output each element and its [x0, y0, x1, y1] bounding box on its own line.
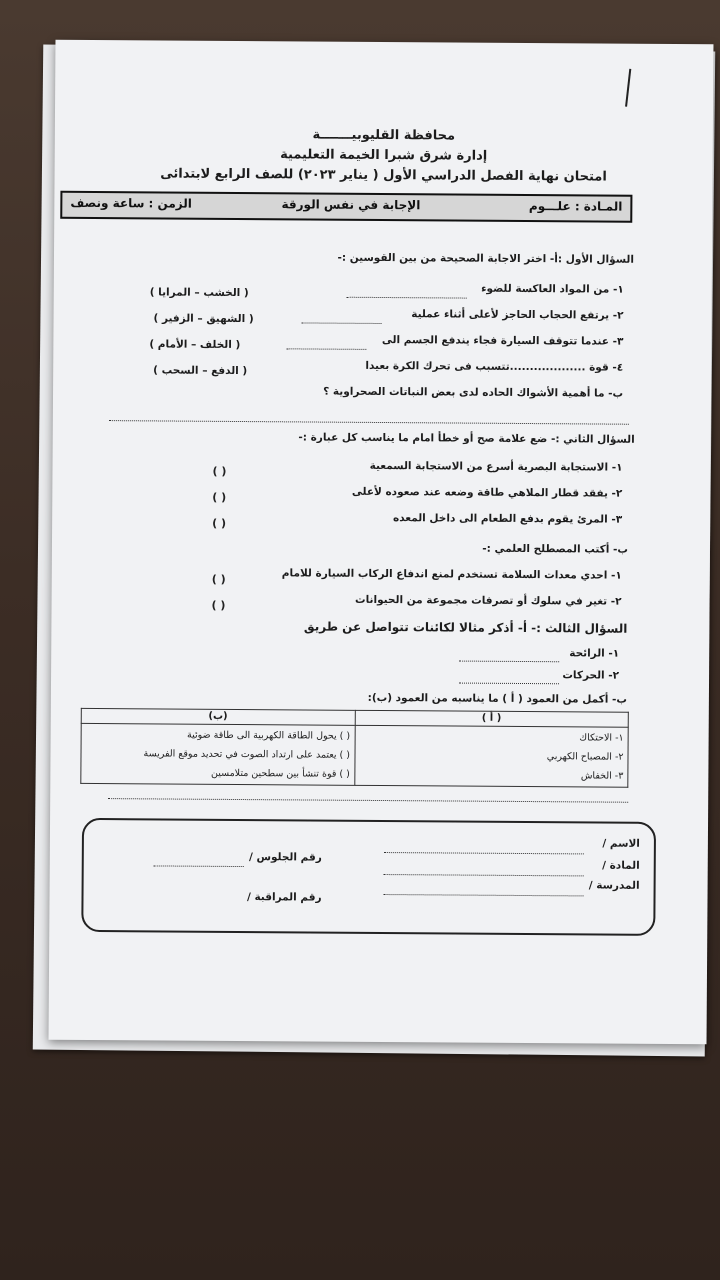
q1-item-3: ٣- عندما تتوقف السيارة فجاء يندفع الجسم الى — [381, 334, 624, 348]
subject-line — [384, 874, 584, 876]
subject-label: المـادة : علـــوم — [528, 199, 623, 214]
q2-item-2: ٢- يفقد قطار الملاهي طاقة وضعه عند صعوده لأعلى — [351, 485, 623, 500]
answer-line — [347, 297, 467, 299]
governorate-title: محافظة القليوبيـــــــة — [312, 127, 456, 144]
q2-b-item-2: ٢- تغير في سلوك أو تصرفات مجموعة من الحيوانات — [355, 593, 622, 608]
q1-item-4: ٤- قوة ...................تتسبب فى تحرك الكرة بعيدا — [365, 359, 624, 374]
q2-item-1: ١- الاستجابة البصرية أسرع من الاستجابة السمعية — [369, 459, 623, 474]
q1-part-b: ب- ما أهمية الأشواك الحاده لدى بعض النباتات الصحراوية ؟ — [323, 385, 624, 400]
exam-title: امتحان نهاية الفصل الدراسي الأول ( يناير ٢٠٢٣) للصف الرابع لابتدائى — [160, 166, 607, 185]
q2-item-3: ٣- المرئ يقوم بدفع الطعام الى داخل المعده — [392, 512, 623, 526]
answer-line — [459, 661, 559, 663]
seat-number-label: رقم الجلوس / — [248, 851, 322, 864]
column-b-item: ( ) يحول الطاقة الكهربية الى طاقة ضوئية — [186, 729, 351, 742]
q1-options-1: ( الخشب – المرايا ) — [149, 286, 249, 300]
answer-parens: ( ) — [212, 464, 227, 478]
subject-band — [60, 191, 632, 223]
student-info-box — [81, 818, 656, 936]
q1-options-2: ( الشهيق – الزفير ) — [153, 312, 254, 326]
answer-line — [302, 322, 382, 324]
answer-parens: ( ) — [212, 516, 227, 530]
administration-title: إدارة شرق شبرا الخيمة التعليمية — [280, 147, 488, 164]
q2-title: السؤال الثاني :- ضع علامة صح أو خطأ امام ما يناسب كل عبارة :- — [298, 431, 635, 446]
subject-field-label: المادة / — [602, 859, 640, 872]
column-b-header: (ب) — [81, 708, 355, 725]
answer-parens: ( ) — [212, 490, 227, 504]
matching-table — [80, 708, 629, 788]
q3-item-1: ١- الرائحة — [569, 647, 620, 660]
answer-line — [459, 683, 559, 685]
school-label: المدرسة / — [588, 879, 640, 892]
answer-parens: ( ) — [211, 572, 226, 586]
name-label: الاسم / — [602, 837, 640, 850]
q2-b-item-1: ١- احدي معدات السلامة تستخدم لمنع اندفاع الركاب السيارة للامام — [281, 567, 622, 582]
answer-line — [286, 348, 366, 350]
q3-item-2: ٢- الحركات — [562, 669, 620, 682]
column-a-item: ١- الاحتكاك — [579, 732, 624, 744]
column-b-item: ( ) قوة تنشأ بين سطحين متلامسين — [210, 767, 350, 780]
column-b-item: ( ) يعتمد على ارتداد الصوت في تحديد موقع الفريسة — [143, 748, 351, 761]
column-b-cell — [81, 723, 355, 785]
column-a-item: ٢- المصباح الكهربي — [546, 751, 624, 763]
q1-options-3: ( الخلف – الأمام ) — [149, 338, 241, 352]
seat-number-line — [154, 865, 244, 867]
q3-part-b-title: ب- أكمل من العمود ( أ ) ما يناسبه من العمود (ب): — [367, 691, 627, 706]
answer-note: الإجابة في نفس الورقة — [281, 197, 421, 213]
q2-part-b-title: ب- أكتب المصطلح العلمي :- — [482, 542, 628, 556]
column-a-header: ( أ ) — [355, 710, 629, 727]
q1-options-4: ( الدفع – السحب ) — [153, 364, 248, 378]
separator-line — [108, 798, 628, 803]
school-line — [384, 894, 584, 896]
q3-title: السؤال الثالث :- أ- أذكر مثالا لكائنات تتواصل عن طريق — [303, 619, 628, 636]
q1-item-2: ٢- يرتفع الحجاب الحاجز لأعلى أثناء عملية — [411, 308, 624, 322]
q1-item-1: ١- من المواد العاكسة للضوء — [481, 282, 624, 296]
column-a-item: ٣- الخفاش — [580, 770, 624, 782]
answer-parens: ( ) — [211, 598, 226, 612]
column-a-cell — [354, 725, 628, 787]
proctor-number-label: رقم المراقبة / — [246, 891, 322, 904]
name-line — [384, 852, 584, 854]
q1-title: السؤال الأول :أ- اختر الاجابة الصحيحة من بين القوسين :- — [337, 251, 635, 266]
time-label: الزمن : ساعة ونصف — [70, 195, 192, 211]
pen-mark — [625, 69, 631, 107]
exam-paper — [49, 40, 714, 1045]
answer-line — [109, 420, 629, 425]
